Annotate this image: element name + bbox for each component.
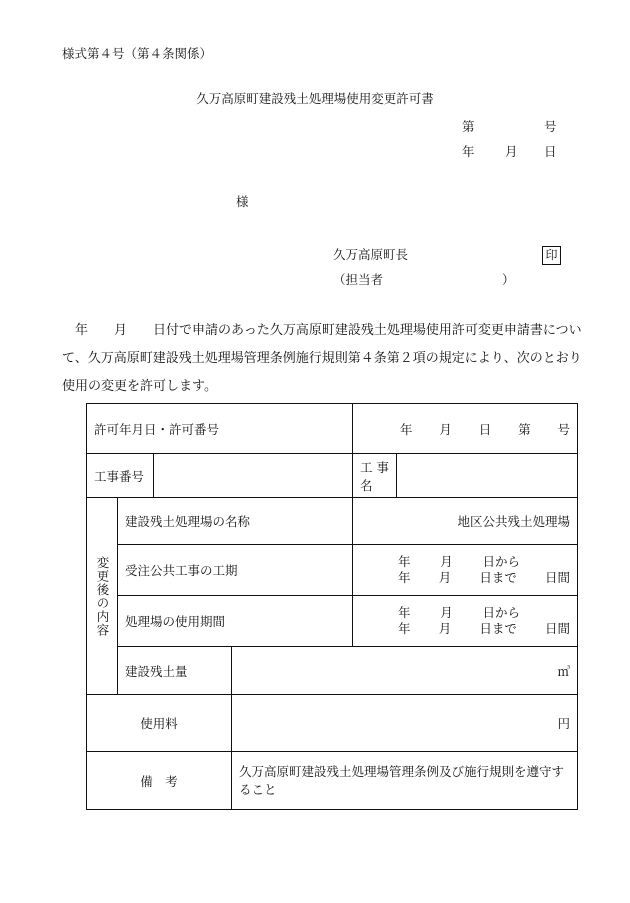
permit-month: 月	[439, 421, 452, 437]
usage-period-value	[353, 596, 578, 647]
permit-year: 年	[400, 421, 413, 437]
work-period-label: 受注公共工事の工期	[118, 545, 353, 596]
remarks-value: 久万高原町建設残土処理場管理条例及び施行規則を遵守すること	[232, 752, 578, 810]
doc-number-dai: 第	[462, 119, 475, 134]
work-to-day: 日まで	[479, 570, 517, 585]
fee-unit: 円	[557, 716, 571, 731]
permit-date-label: 許可年月日・許可番号	[87, 404, 353, 454]
changes-label-cell	[87, 498, 118, 695]
permit-go: 号	[557, 421, 571, 437]
row-permit-date	[87, 404, 578, 454]
issuer: 久万高原町長	[333, 247, 409, 262]
site-name-value: 地区公共残土処理場	[353, 498, 578, 545]
row-work-period	[87, 545, 578, 596]
usage-from-month: 月	[440, 605, 453, 620]
doc-number-go: 号	[544, 119, 557, 134]
contact-close: ）	[502, 272, 515, 287]
work-days: 日間	[545, 570, 571, 585]
row-construction	[87, 454, 578, 498]
work-to-month: 月	[438, 570, 452, 585]
permit-date-value	[353, 404, 578, 454]
soil-volume-value	[232, 647, 578, 695]
fee-label: 使用料	[87, 695, 232, 752]
row-fee	[87, 695, 578, 752]
row-site-name	[87, 498, 578, 545]
contact-open: （担当者	[333, 272, 384, 287]
usage-days: 日間	[545, 621, 571, 636]
work-from-year: 年	[398, 554, 411, 569]
permit-dai: 第	[518, 421, 531, 437]
construction-name-value	[397, 454, 578, 498]
row-usage-period	[87, 596, 578, 647]
work-period-value	[353, 545, 578, 596]
changes-label: 変更後の内容	[95, 555, 110, 637]
site-name-label: 建設残土処理場の名称	[118, 498, 353, 545]
row-remarks	[87, 752, 578, 810]
work-to-year: 年	[398, 570, 411, 585]
usage-from-year: 年	[398, 605, 411, 620]
document-title: 久万高原町建設残土処理場使用変更許可書	[196, 91, 434, 106]
body-text: 年 月 日付で申請のあった久万高原町建設残土処理場使用許可変更申請書について、久万高原町建設残土処理場管理条例施行規則第４条第２項の規定により、次のとおり使用の変更を許可します。	[62, 323, 582, 394]
construction-no-value	[154, 454, 353, 498]
usage-to-year: 年	[398, 621, 411, 636]
seal-mark: 印	[542, 246, 561, 265]
doc-date-year: 年	[462, 144, 475, 159]
doc-date-month: 月	[505, 144, 518, 159]
work-from-day: 日から	[482, 554, 521, 569]
form-number: 様式第４号（第４条関係）	[62, 46, 213, 61]
usage-to-month: 月	[438, 621, 452, 636]
construction-no-label: 工事番号	[87, 454, 154, 498]
addressee-suffix: 様	[236, 194, 249, 209]
usage-period-label: 処理場の使用期間	[118, 596, 353, 647]
usage-to-day: 日まで	[479, 621, 517, 636]
permit-day: 日	[478, 421, 492, 437]
fee-value	[232, 695, 578, 752]
permit-table	[86, 403, 578, 810]
row-soil-volume	[87, 647, 578, 695]
doc-date-day: 日	[544, 144, 557, 159]
usage-from-day: 日から	[482, 605, 521, 620]
work-from-month: 月	[440, 554, 453, 569]
soil-volume-label: 建設残土量	[118, 647, 232, 695]
remarks-label: 備 考	[87, 752, 232, 810]
soil-volume-unit: ㎥	[557, 663, 571, 679]
construction-name-label: 工 事 名	[353, 454, 397, 498]
